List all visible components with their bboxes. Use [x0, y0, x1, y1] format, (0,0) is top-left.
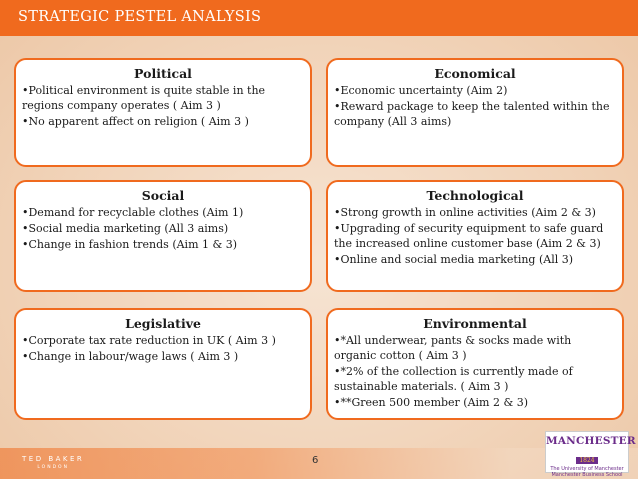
slide-title: STRATEGIC PESTEL ANALYSIS: [18, 9, 262, 25]
political-box: [14, 58, 312, 167]
list-item: •Upgrading of security equipment to safe guard the increased online customer base (Aim 2 & 3): [334, 222, 604, 250]
university-logo: [545, 431, 636, 478]
list-item: •Social media marketing (All 3 aims): [22, 222, 229, 235]
list-item: •Corporate tax rate reduction in UK ( Aim 3 ): [22, 334, 276, 347]
list-item: •Change in labour/wage laws ( Aim 3 ): [22, 350, 239, 363]
economical-list: [328, 83, 622, 129]
environmental-title: Environmental: [423, 316, 527, 331]
social-title: Social: [141, 188, 185, 203]
list-item: •Strong growth in online activities (Aim 2 & 3): [334, 206, 596, 219]
ted-baker-logo: [22, 455, 84, 470]
social-box: [14, 180, 312, 292]
technological-list: [328, 205, 622, 267]
political-list: [16, 83, 310, 129]
technological-box: [326, 180, 624, 292]
political-title: Political: [134, 66, 192, 81]
list-item: •No apparent affect on religion ( Aim 3 ): [22, 115, 249, 128]
list-item: •Political environment is quite stable in the regions company operates ( Aim 3 ): [22, 84, 266, 112]
list-item: •Economic uncertainty (Aim 2): [334, 84, 508, 97]
list-item: •Change in fashion trends (Aim 1 & 3): [22, 238, 238, 251]
list-item: •**Green 500 member (Aim 2 & 3): [334, 396, 529, 409]
list-item: •Demand for recyclable clothes (Aim 1): [22, 206, 244, 219]
page-number: 6: [312, 455, 319, 466]
list-item: •Reward package to keep the talented within the company (All 3 aims): [334, 100, 610, 128]
university-year: 1824: [576, 457, 597, 464]
university-name: MANCHESTER: [546, 435, 636, 447]
footer-band: [0, 448, 638, 479]
social-list: [16, 205, 310, 252]
legislative-title: Legislative: [125, 316, 201, 331]
legislative-list: [16, 333, 310, 364]
economical-title: Economical: [434, 66, 516, 81]
university-line-2: Manchester Business School: [551, 472, 623, 478]
list-item: •Online and social media marketing (All 3): [334, 253, 574, 266]
environmental-box: [326, 308, 624, 420]
economical-box: [326, 58, 624, 167]
brand-name: TED BAKER: [22, 455, 85, 463]
title-bar: [0, 0, 638, 36]
environmental-list: [328, 333, 622, 410]
list-item: •*All underwear, pants & socks made with organic cotton ( Aim 3 ): [334, 334, 572, 362]
brand-sub: LONDON: [37, 465, 69, 470]
list-item: •*2% of the collection is currently made of sustainable materials. ( Aim 3 ): [334, 365, 573, 393]
university-line-1: The University of Manchester: [550, 466, 624, 472]
technological-title: Technological: [426, 188, 524, 203]
legislative-box: [14, 308, 312, 420]
